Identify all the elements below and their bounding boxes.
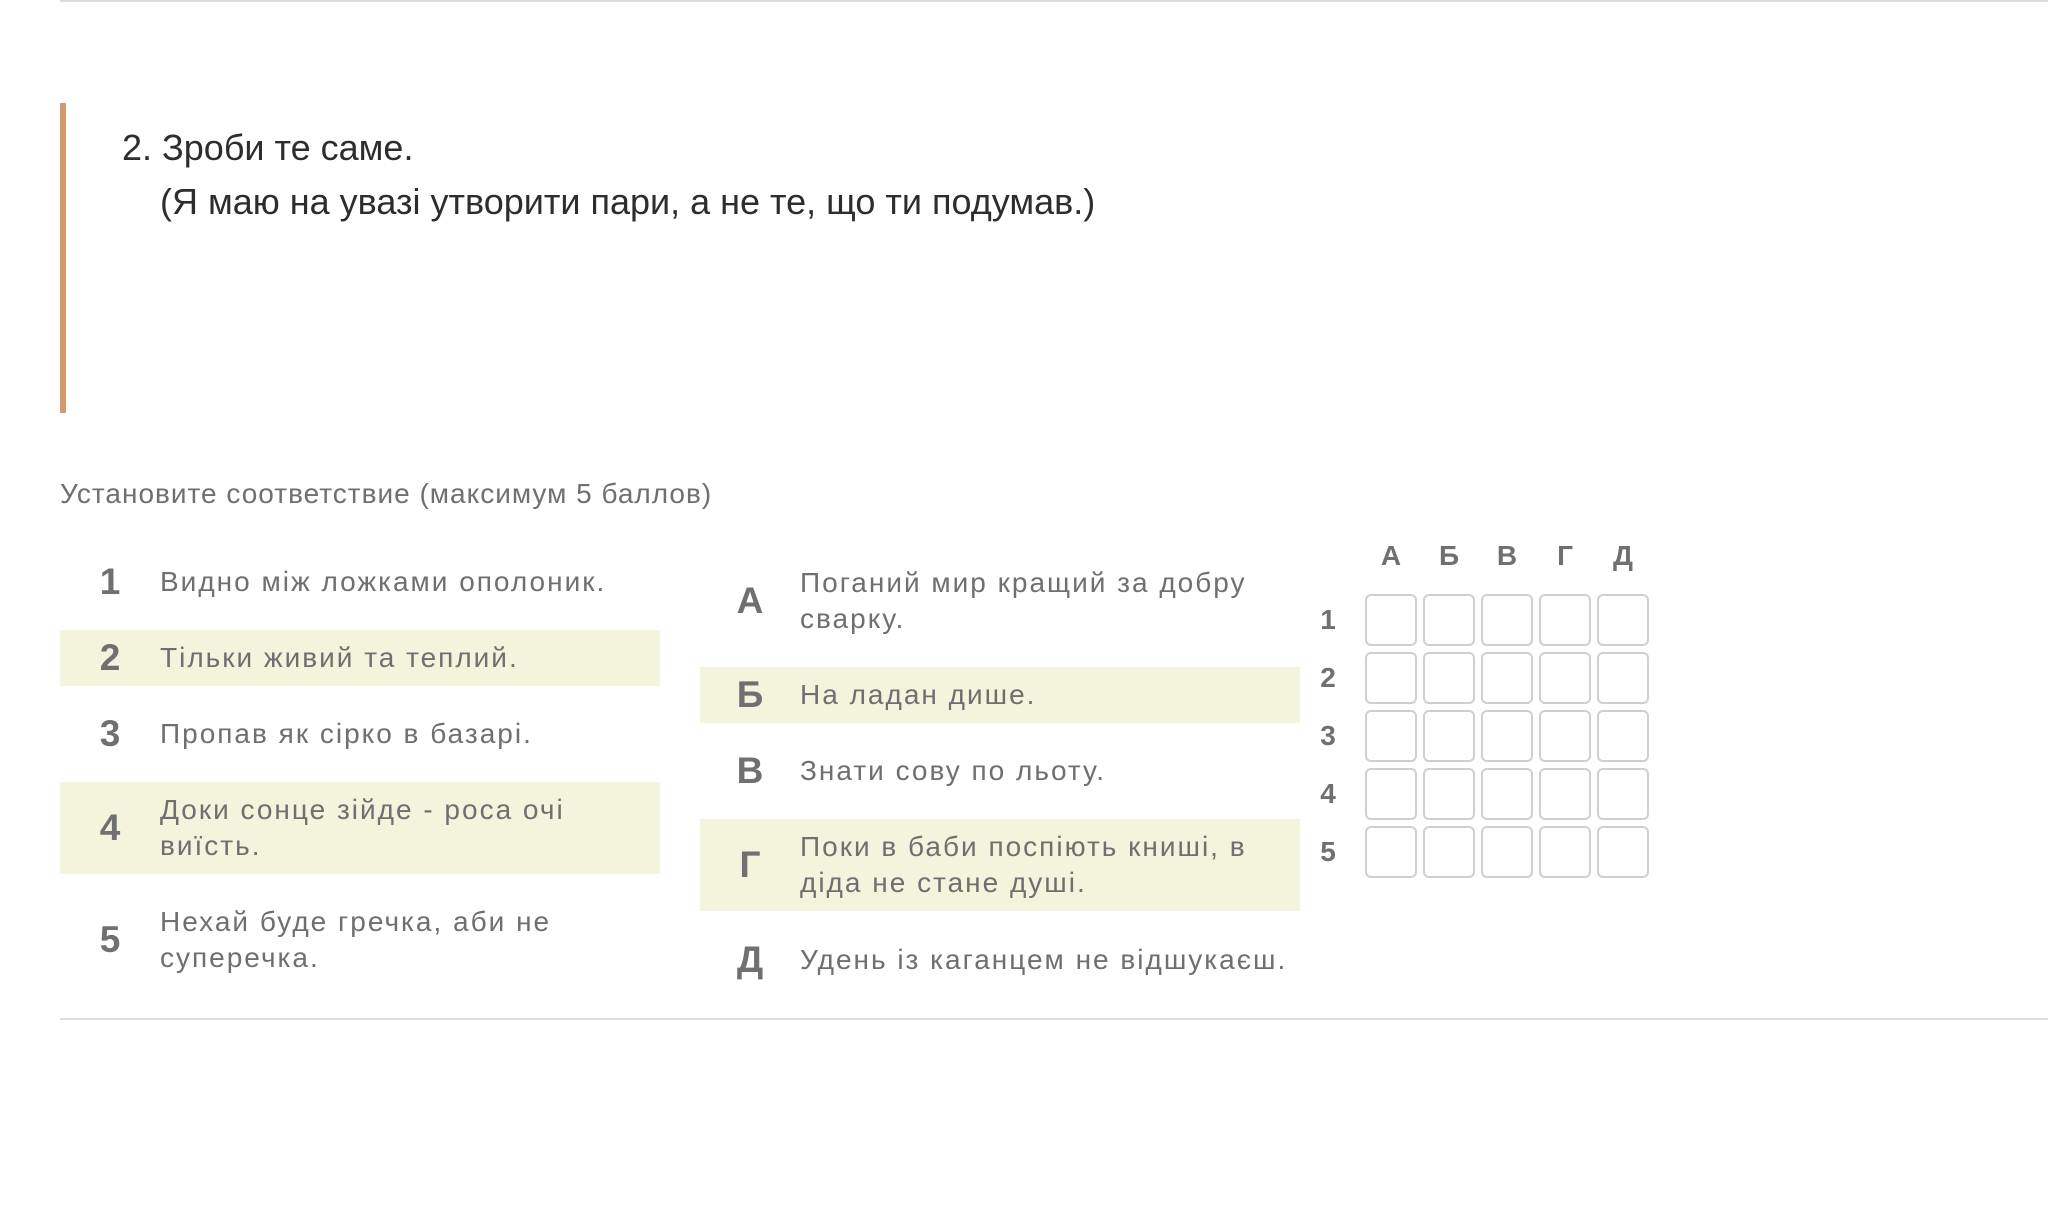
answer-cell-5-В[interactable] bbox=[1481, 826, 1533, 878]
grid-column-header: Б bbox=[1438, 540, 1460, 571]
answer-cell-5-Г[interactable] bbox=[1539, 826, 1591, 878]
left-item-text: Пропав як сірко в базарі. bbox=[160, 718, 533, 749]
left-item-number: 1 bbox=[99, 561, 121, 602]
answer-cell-4-А[interactable] bbox=[1365, 768, 1417, 820]
left-item-number: 3 bbox=[99, 713, 121, 754]
right-item-text: Удень із каганцем не відшукаєш. bbox=[800, 944, 1288, 975]
right-item-letter: Б bbox=[736, 674, 764, 715]
answer-cell-1-А[interactable] bbox=[1365, 594, 1417, 646]
answer-cell-3-В[interactable] bbox=[1481, 710, 1533, 762]
left-item-text: Тільки живий та теплий. bbox=[160, 642, 519, 673]
left-item-2 bbox=[60, 630, 660, 686]
right-item-letter: Г bbox=[739, 844, 761, 885]
right-item-v bbox=[700, 743, 1300, 799]
left-item-5 bbox=[60, 894, 660, 986]
left-item-text: Видно між ложками ополоник. bbox=[160, 566, 607, 597]
answer-cell-1-Д[interactable] bbox=[1597, 594, 1649, 646]
grid-column-header: А bbox=[1380, 540, 1402, 571]
right-item-letter: А bbox=[736, 580, 764, 621]
question-block bbox=[60, 103, 1360, 413]
grid-row-label: 2 bbox=[1320, 662, 1336, 693]
grid-row-label: 5 bbox=[1320, 836, 1336, 867]
right-item-text: На ладан дише. bbox=[800, 679, 1037, 710]
grid-row-label: 1 bbox=[1320, 604, 1336, 635]
answer-cell-3-Г[interactable] bbox=[1539, 710, 1591, 762]
right-item-g bbox=[700, 819, 1300, 911]
left-item-text: Доки сонце зійде - роса очі виїсть. bbox=[160, 794, 565, 861]
answer-cell-4-В[interactable] bbox=[1481, 768, 1533, 820]
answer-cell-3-А[interactable] bbox=[1365, 710, 1417, 762]
left-item-number: 2 bbox=[99, 637, 121, 678]
answer-cell-2-Д[interactable] bbox=[1597, 652, 1649, 704]
left-item-text: Нехай буде гречка, аби не суперечка. bbox=[160, 906, 552, 973]
answer-cell-2-Г[interactable] bbox=[1539, 652, 1591, 704]
right-item-d bbox=[700, 932, 1300, 988]
left-item-4 bbox=[60, 782, 660, 874]
left-item-3 bbox=[60, 706, 660, 762]
right-item-letter: В bbox=[736, 750, 764, 791]
answer-cell-1-Б[interactable] bbox=[1423, 594, 1475, 646]
grid-column-header: В bbox=[1496, 540, 1518, 571]
right-item-letter: Д bbox=[736, 939, 764, 980]
question-subtitle: (Я маю на увазі утворити пари, а не те, що ти подумав.) bbox=[160, 181, 1096, 222]
answer-cell-4-Б[interactable] bbox=[1423, 768, 1475, 820]
left-item-number: 5 bbox=[99, 919, 121, 960]
answer-cell-5-А[interactable] bbox=[1365, 826, 1417, 878]
question-title: 2. Зроби те саме. bbox=[122, 127, 414, 168]
instruction-text: Установите соответствие (максимум 5 баллов) bbox=[60, 478, 713, 509]
grid-column-header: Г bbox=[1557, 540, 1573, 571]
left-item-number: 4 bbox=[99, 807, 121, 848]
right-item-a bbox=[700, 555, 1300, 647]
bottom-divider bbox=[60, 1018, 2048, 1020]
right-item-b bbox=[700, 667, 1300, 723]
answer-cell-1-В[interactable] bbox=[1481, 594, 1533, 646]
left-item-1 bbox=[60, 553, 660, 611]
grid-row-label: 3 bbox=[1320, 720, 1336, 751]
answer-cell-5-Д[interactable] bbox=[1597, 826, 1649, 878]
answer-cell-3-Б[interactable] bbox=[1423, 710, 1475, 762]
answer-cell-4-Г[interactable] bbox=[1539, 768, 1591, 820]
right-item-text: Поганий мир кращий за добру сварку. bbox=[800, 567, 1247, 634]
answer-cell-1-Г[interactable] bbox=[1539, 594, 1591, 646]
answer-cell-2-А[interactable] bbox=[1365, 652, 1417, 704]
answer-cell-4-Д[interactable] bbox=[1597, 768, 1649, 820]
top-divider bbox=[60, 0, 2048, 2]
right-item-text: Поки в баби поспіють книші, в діда не стане душі. bbox=[800, 831, 1247, 898]
grid-column-header: Д bbox=[1613, 540, 1633, 571]
answer-cell-2-Б[interactable] bbox=[1423, 652, 1475, 704]
answer-cell-3-Д[interactable] bbox=[1597, 710, 1649, 762]
answer-cell-5-Б[interactable] bbox=[1423, 826, 1475, 878]
grid-row-label: 4 bbox=[1320, 778, 1336, 809]
right-item-text: Знати сову по льоту. bbox=[800, 755, 1107, 786]
answer-cell-2-В[interactable] bbox=[1481, 652, 1533, 704]
